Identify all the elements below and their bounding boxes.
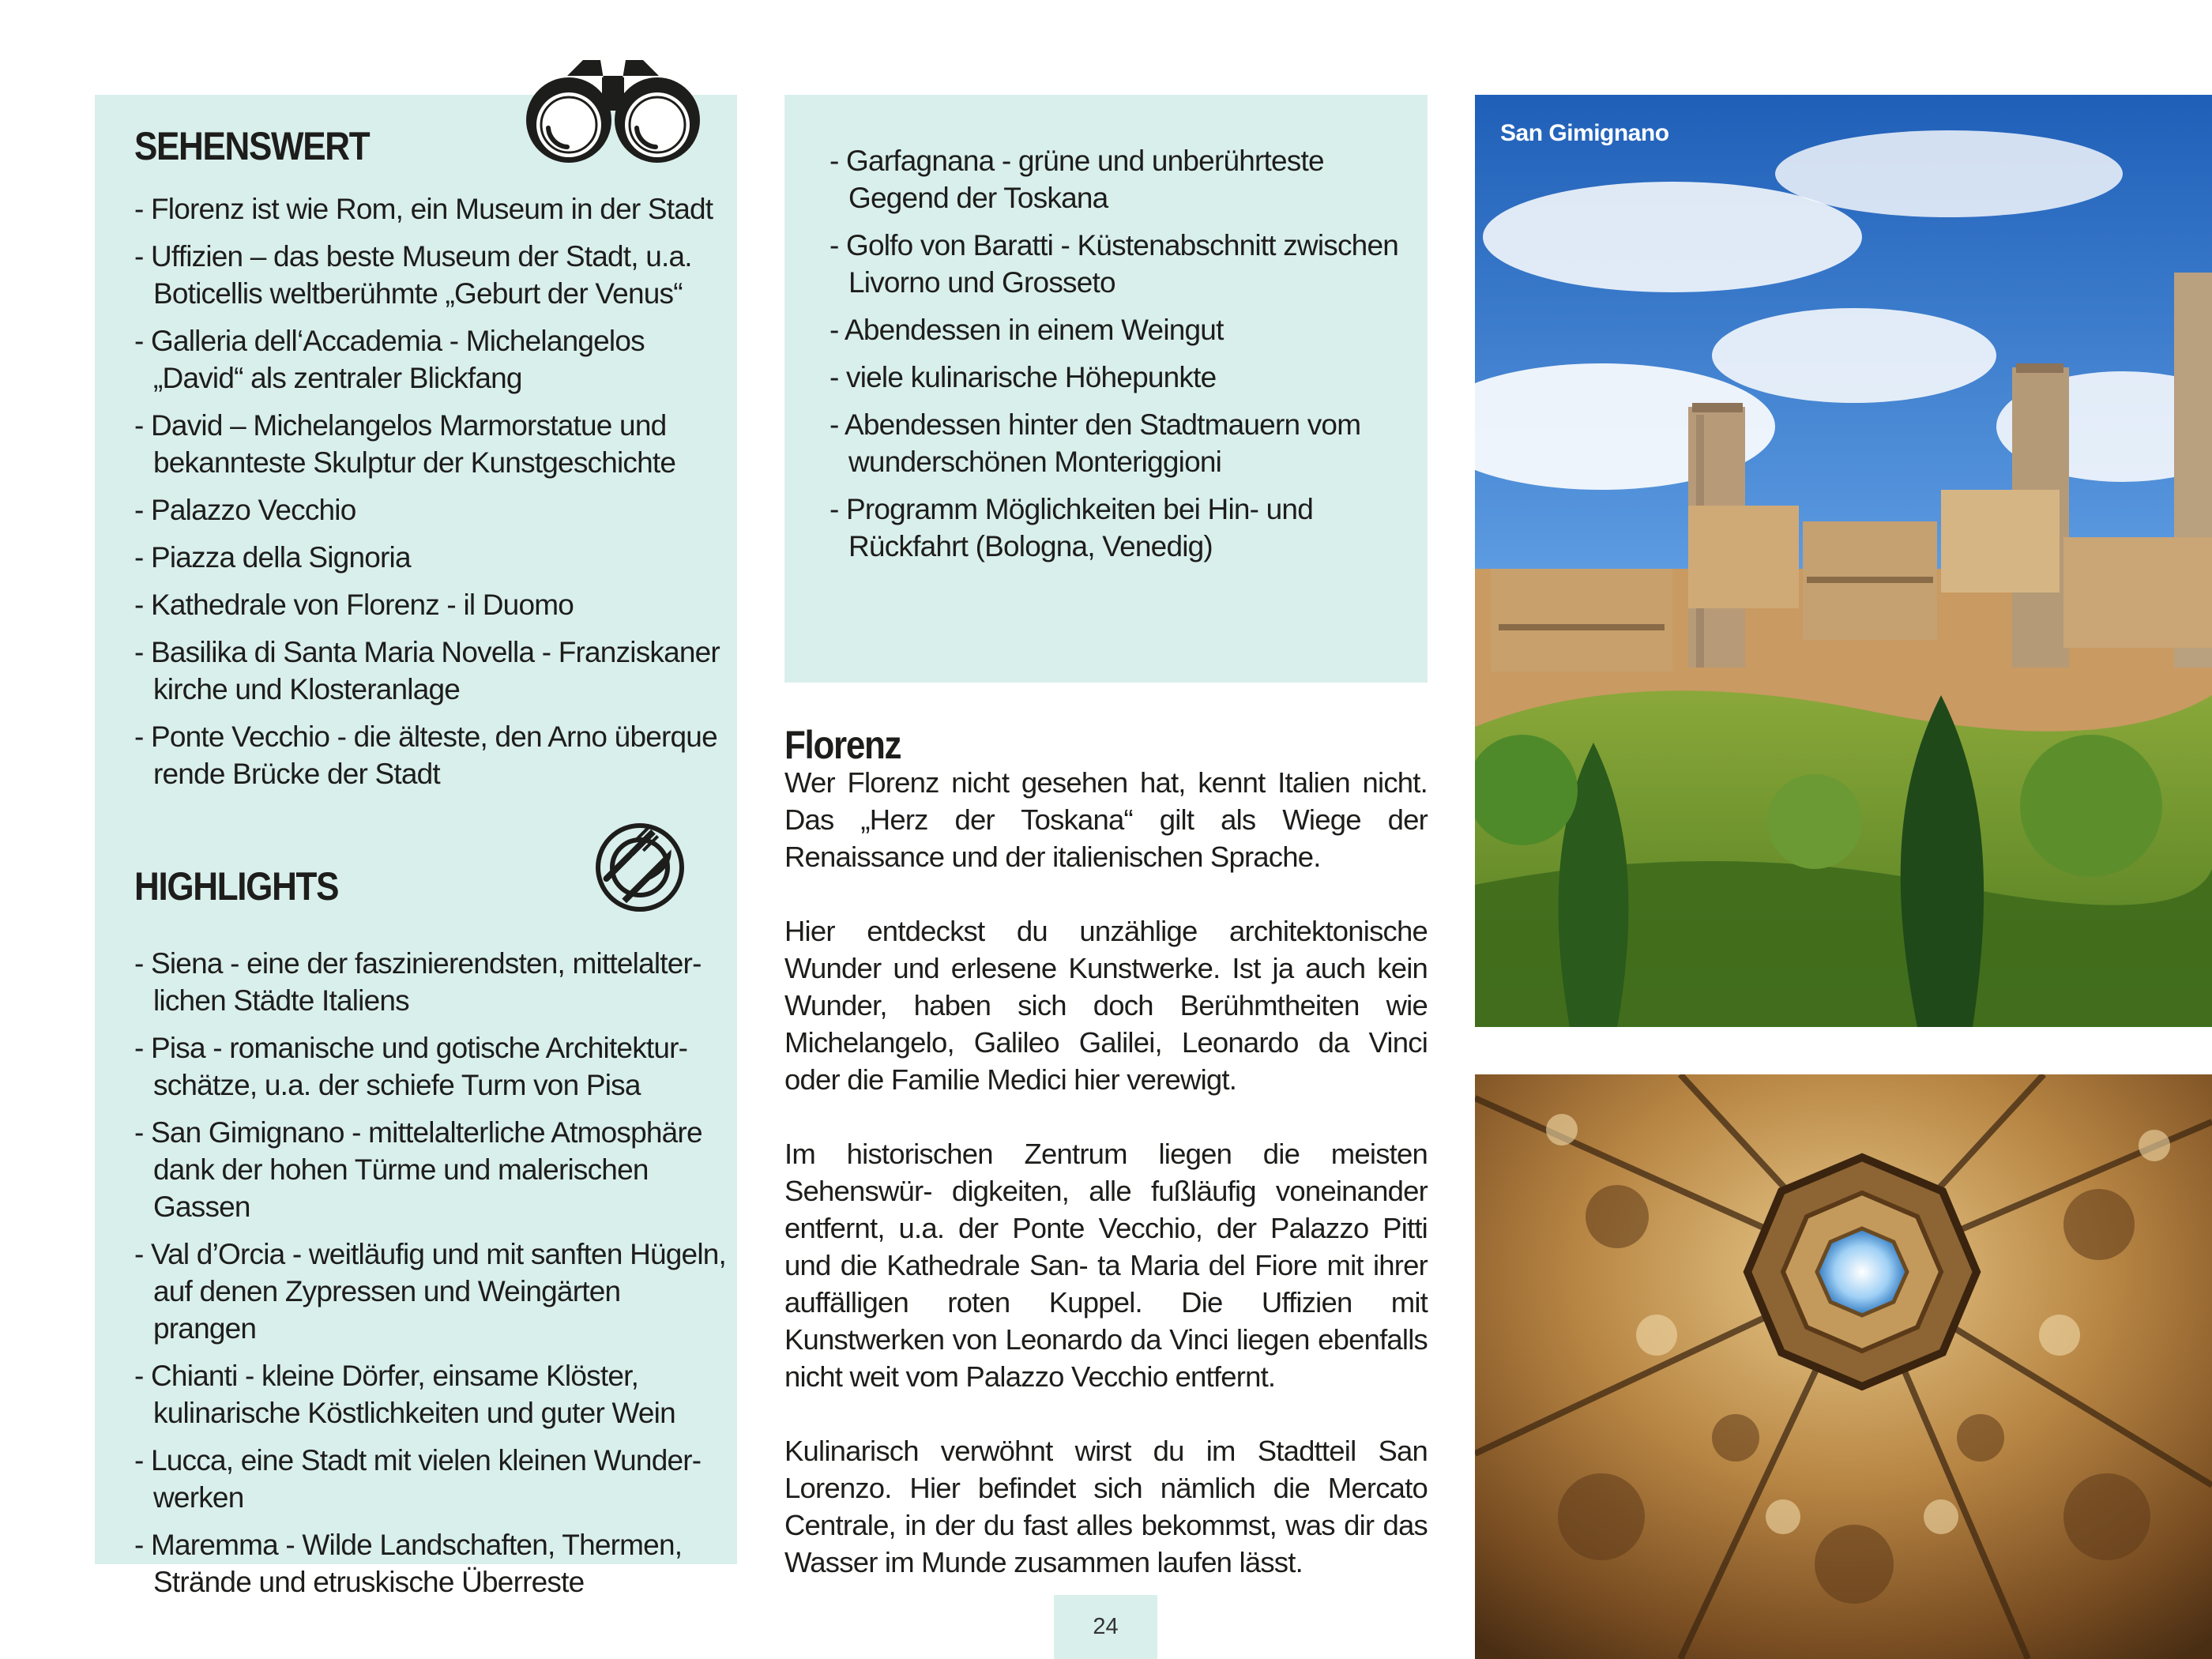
list-item: - Galleria dell‘Accademia - Michelangelos „David“ als zentraler Blickfang <box>134 325 645 394</box>
list-item: - Pisa - romanische und gotische Architektur- schätze, u.a. der schiefe Turm von Pisa <box>134 1032 688 1101</box>
list-item: - Abendessen in einem Weingut <box>830 314 1224 346</box>
list-item: - San Gimignano - mittelalterliche Atmosphäre dank der hohen Türme und malerischen Gassen <box>134 1116 702 1223</box>
list-item: - Maremma - Wilde Landschaften, Thermen, Strände und etruskische Überreste <box>134 1529 683 1598</box>
binoculars-icon <box>521 55 705 163</box>
article-paragraph: Kulinarisch verwöhnt wirst du im Stadtteil San Lorenzo. Hier befindet sich nämlich die Mercato Centrale, in der du fast alles bekommst, was dir das Wasser im Munde zusammen laufen lässt. <box>784 1435 1428 1578</box>
article-title: Florenz <box>784 723 901 767</box>
list-item: - David – Michelangelos Marmorstatue und bekannteste Skulptur der Kunstgeschichte <box>134 409 676 479</box>
highlights-continued-list <box>830 142 1414 575</box>
list-item: - Golfo von Baratti - Küstenabschnitt zwischen Livorno und Grosseto <box>830 229 1399 299</box>
sehenswert-heading: SEHENSWERT <box>134 124 370 168</box>
article-paragraph: Im historischen Zentrum liegen die meisten Sehenswür- digkeiten, alle fußläufig voneinander entfernt, u.a. der Ponte Vecchio, der Palazzo Pitti und die Kathedrale San- ta Maria del Fiore mit ihrer auffälligen roten Kuppel. Die Uffizien mit Kunstwerken von Leonardo da Vinci liegen ebenfalls nicht weit vom Palazzo Vecchio entfernt. <box>784 1138 1428 1393</box>
list-item: - Kathedrale von Florenz - il Duomo <box>134 589 574 621</box>
list-item: - viele kulinarische Höhepunkte <box>830 361 1217 393</box>
san-gimignano-photo <box>1475 95 2212 1027</box>
list-item: - Piazza della Signoria <box>134 541 411 574</box>
list-item: - Programm Möglichkeiten bei Hin- und Rückfahrt (Bologna, Venedig) <box>830 493 1313 562</box>
dome-fresco-image <box>1475 1074 2212 1659</box>
photo-caption: San Gimignano <box>1500 120 1669 146</box>
list-item: - Uffizien – das beste Museum der Stadt, u.a. Boticellis weltberühmte „Geburt der Venus“ <box>134 240 692 310</box>
list-item: - Florenz ist wie Rom, ein Museum in der Stadt <box>134 193 713 225</box>
highlights-heading: HIGHLIGHTS <box>134 864 339 908</box>
list-item: - Ponte Vecchio - die älteste, den Arno überque rende Brücke der Stadt <box>134 720 717 790</box>
highlights-list <box>134 945 727 1611</box>
sehenswert-list <box>134 190 727 803</box>
article-paragraph: Hier entdeckst du unzählige architektonische Wunder und erlesene Kunstwerke. Ist ja auch kein Wunder, haben sich doch Berühmtheiten wie Michelangelo, Galileo Galilei, Leonardo da Vinci oder die Familie Medici hier verewigt. <box>784 915 1428 1096</box>
list-item: - Garfagnana - grüne und unberührteste Gegend der Toskana <box>830 145 1324 214</box>
list-item: - Val d’Orcia - weitläufig und mit sanften Hügeln, auf denen Zypressen und Weingärten prangen <box>134 1238 727 1345</box>
san-gimignano-image <box>1475 95 2212 1027</box>
list-item: - Siena - eine der faszinierendsten, mittelalter- lichen Städte Italiens <box>134 947 702 1017</box>
list-item: - Basilika di Santa Maria Novella - Franziskaner kirche und Klosteranlage <box>134 636 720 705</box>
plate-cutlery-icon <box>594 822 686 913</box>
list-item: - Abendessen hinter den Stadtmauern vom wunderschönen Monteriggioni <box>830 408 1361 478</box>
page-number: 24 <box>1054 1595 1157 1659</box>
list-item: - Lucca, eine Stadt mit vielen kleinen Wunder- werken <box>134 1444 702 1514</box>
dome-fresco-photo <box>1475 1074 2212 1659</box>
article-body <box>784 764 1428 1618</box>
list-item: - Chianti - kleine Dörfer, einsame Klöster, kulinarische Köstlichkeiten und guter Wein <box>134 1360 675 1429</box>
article-paragraph: Wer Florenz nicht gesehen hat, kennt Italien nicht. Das „Herz der Toskana“ gilt als Wiege der Renaissance und der italienischen Sprache. <box>784 766 1428 873</box>
list-item: - Palazzo Vecchio <box>134 494 356 526</box>
